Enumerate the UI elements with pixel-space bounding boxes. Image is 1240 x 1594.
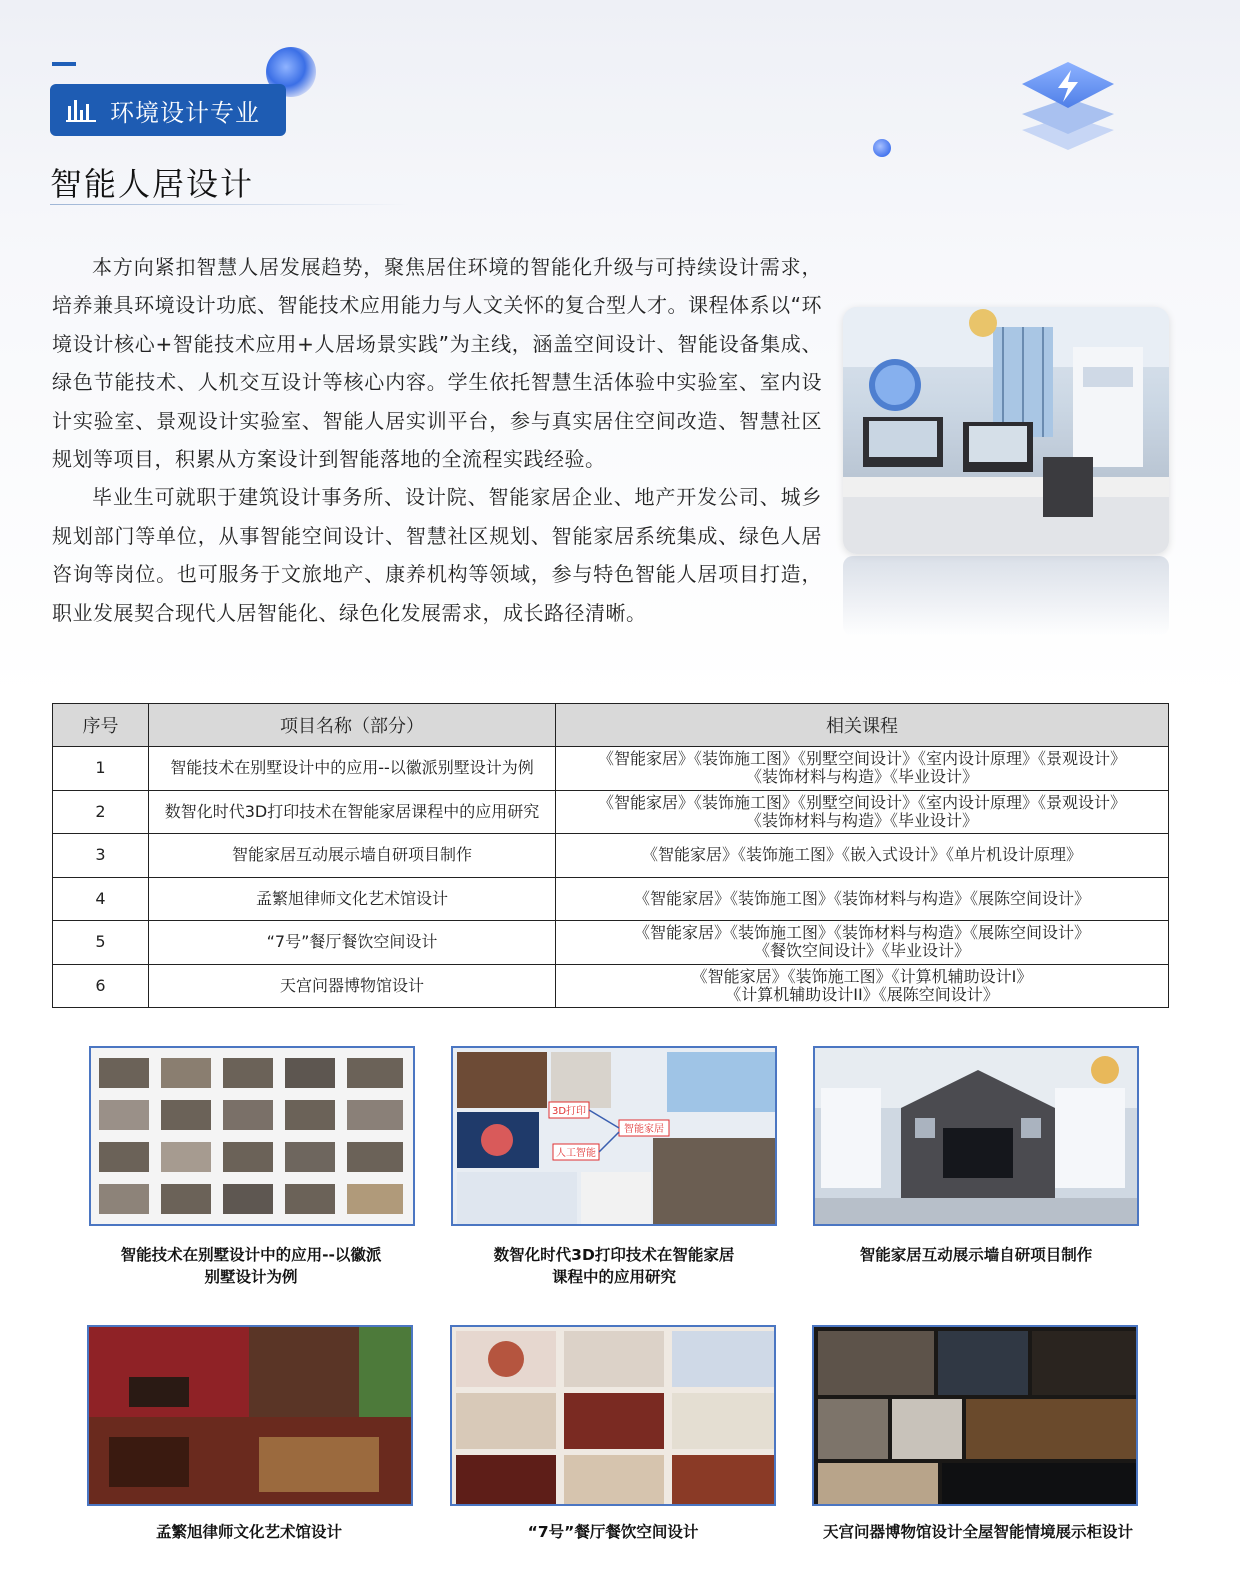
project-thumbnail-art-museum (87, 1325, 413, 1506)
course-line: 《智能家居》《装饰施工图》《计算机辅助设计I》 (691, 966, 1033, 986)
project-table (52, 703, 1169, 1008)
row-name: 数智化时代3D打印技术在智能家居课程中的应用研究 (149, 790, 556, 834)
table-row (53, 790, 1169, 834)
row-courses (556, 877, 1169, 921)
major-badge (50, 84, 286, 136)
intro-paragraph: 本方向紧扣智慧人居发展趋势，聚焦居住环境的智能化升级与可持续设计需求，培养兼具环境设计功底、智能技术应用能力与人文关怀的复合型人才。课程体系以“环境设计核心+智能技术应用+人居场景实践”为主线，涵盖空间设计、智能设备集成、绿色节能技术、人机交互设计等核心内容。学生依托智慧生活体验中实验室、室内设计实验室、景观设计实验室、智能人居实训平台，参与真实居住空间改造、智慧社区规划等项目，积累从方案设计到智能落地的全流程实践经验。 (52, 255, 822, 472)
gallery-caption: 天宫问器博物馆设计全屋智能情境展示柜设计 (822, 1523, 1133, 1541)
project-thumbnail-museum (812, 1325, 1138, 1506)
lab-photo (843, 307, 1169, 554)
project-thumbnail-villa (89, 1046, 415, 1226)
project-thumbnail-3dprint (451, 1046, 777, 1226)
course-line: 《智能家居》《装饰施工图》《嵌入式设计》《单片机设计原理》 (641, 845, 1082, 865)
table-row (53, 834, 1169, 878)
row-no: 3 (53, 834, 149, 878)
row-courses (556, 834, 1169, 878)
row-name: 孟繁旭律师文化艺术馆设计 (149, 877, 556, 921)
table-header-name: 项目名称（部分） (149, 704, 556, 747)
row-no: 1 (53, 747, 149, 791)
row-courses (556, 790, 1169, 834)
course-line: 《智能家居》《装饰施工图》《装饰材料与构造》《展陈空间设计》 (633, 888, 1090, 908)
title-underline (50, 204, 410, 205)
table-header-no: 序号 (53, 704, 149, 747)
intro-paragraph: 毕业生可就职于建筑设计事务所、设计院、智能家居企业、地产开发公司、城乡规划部门等单位，从事智能空间设计、智慧社区规划、智能家居系统集成、绿色人居咨询等岗位。也可服务于文旅地产、康养机构等领域，参与特色智能人居项目打造，职业发展契合现代人居智能化、绿色化发展需求，成长路径清晰。 (52, 485, 822, 625)
intro-text (52, 248, 822, 632)
row-courses (556, 747, 1169, 791)
course-line: 《智能家居》《装饰施工图》《别墅空间设计》《室内设计原理》《景观设计》 (597, 749, 1126, 769)
row-no: 6 (53, 964, 149, 1008)
table-row (53, 877, 1169, 921)
row-name: “7号”餐厅餐饮空间设计 (149, 921, 556, 965)
table-row (53, 747, 1169, 791)
layers-lightning-icon (1018, 58, 1118, 153)
course-line: 《装饰材料与构造》《毕业设计》 (745, 810, 978, 830)
row-courses (556, 921, 1169, 965)
table-row (53, 964, 1169, 1008)
row-name: 天宫问器博物馆设计 (149, 964, 556, 1008)
accent-dash (52, 62, 76, 66)
course-line: 《智能家居》《装饰施工图》《别墅空间设计》《室内设计原理》《景观设计》 (597, 792, 1126, 812)
table-row (53, 921, 1169, 965)
course-line: 《餐饮空间设计》《毕业设计》 (753, 941, 970, 961)
row-no: 2 (53, 790, 149, 834)
project-thumbnail-display-wall (813, 1046, 1139, 1226)
diagram-label-ai: 人工智能 (556, 1148, 596, 1159)
diagram-label-3dprint: 3D打印 (551, 1106, 587, 1117)
gallery-caption: 智能家居互动展示墙自研项目制作 (859, 1246, 1093, 1264)
gallery-caption: 数智化时代3D打印技术在智能家居 课程中的应用研究 (493, 1246, 735, 1286)
row-courses (556, 964, 1169, 1008)
table-header-courses: 相关课程 (556, 704, 1169, 747)
course-line: 《智能家居》《装饰施工图》《装饰材料与构造》《展陈空间设计》 (633, 923, 1090, 943)
major-label: 环境设计专业 (110, 98, 260, 127)
course-line: 《装饰材料与构造》《毕业设计》 (745, 767, 978, 787)
gallery-caption: “7号”餐厅餐饮空间设计 (527, 1523, 699, 1541)
row-name: 智能家居互动展示墙自研项目制作 (149, 834, 556, 878)
gallery-caption: 孟繁旭律师文化艺术馆设计 (155, 1523, 342, 1541)
diagram-label-smart-home: 智能家居 (624, 1124, 664, 1135)
bar-chart-icon (66, 98, 96, 122)
page-title: 智能人居设计 (50, 165, 255, 203)
lab-photo-reflection (843, 556, 1169, 636)
decorative-orb-small (873, 139, 891, 157)
row-name: 智能技术在别墅设计中的应用--以徽派别墅设计为例 (149, 747, 556, 791)
course-line: 《计算机辅助设计II》《展陈空间设计》 (725, 984, 999, 1004)
row-no: 5 (53, 921, 149, 965)
gallery-caption: 智能技术在别墅设计中的应用--以徽派 别墅设计为例 (120, 1246, 382, 1286)
project-thumbnail-restaurant (450, 1325, 776, 1506)
row-no: 4 (53, 877, 149, 921)
